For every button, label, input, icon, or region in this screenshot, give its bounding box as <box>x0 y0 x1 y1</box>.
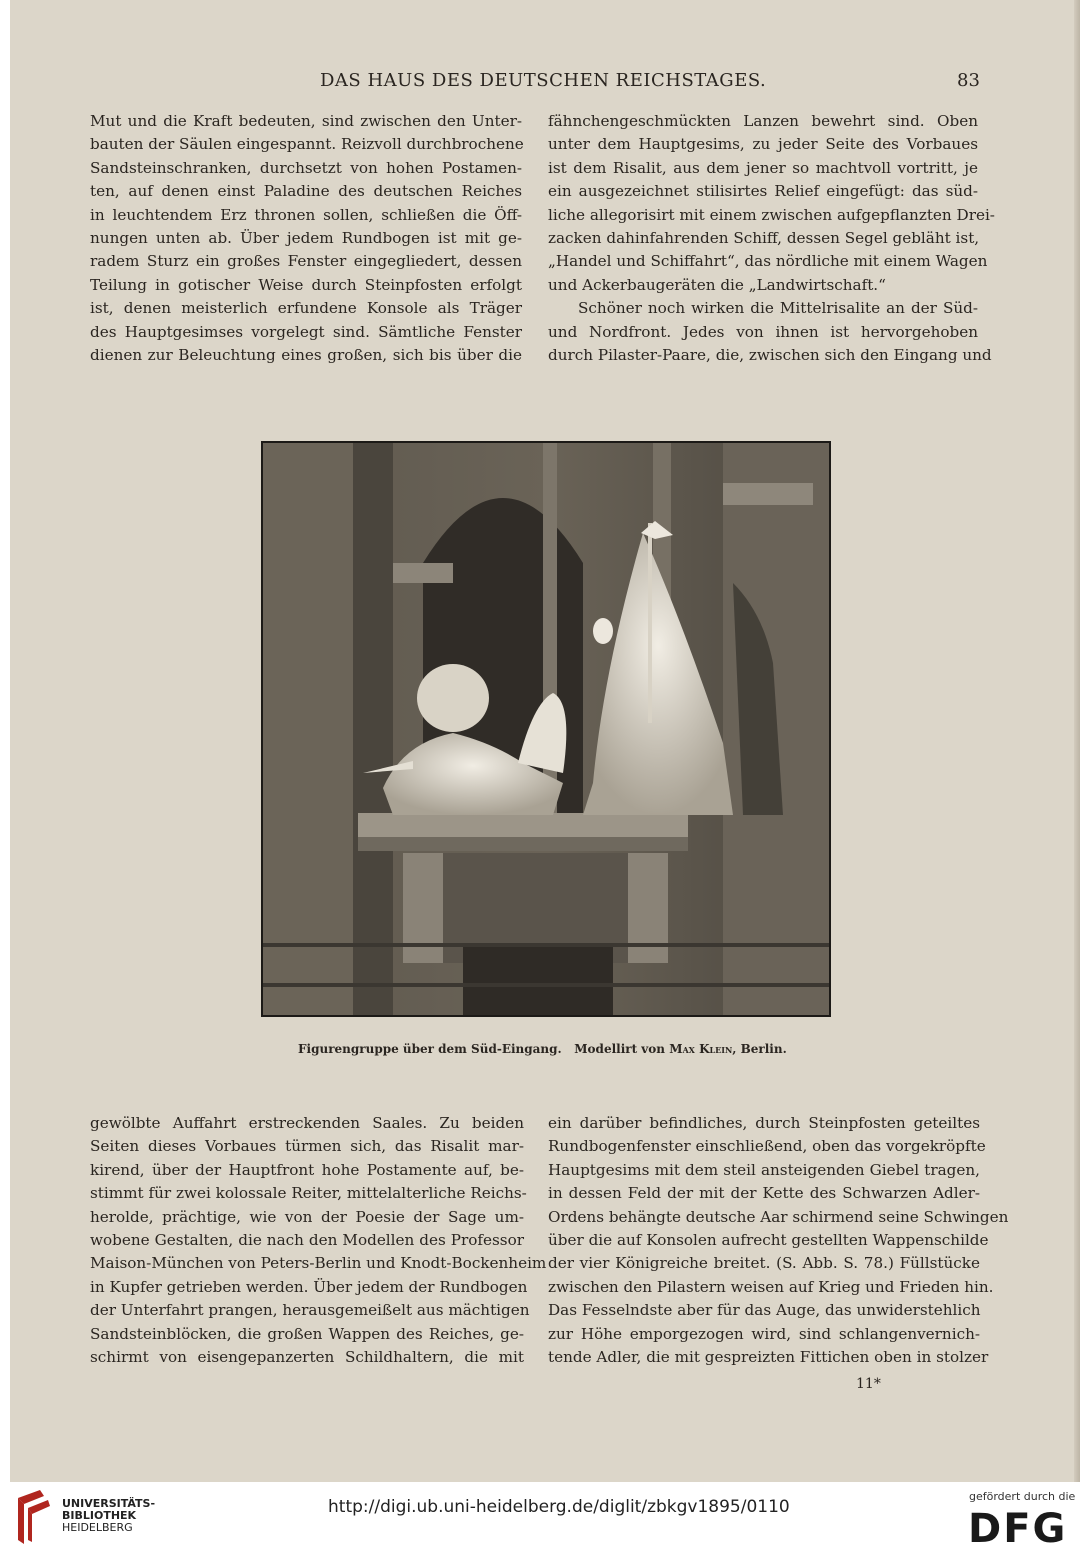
caption-artist: Max Klein <box>669 1042 733 1056</box>
text-line: zacken dahinfahrenden Schiff, dessen Segel gebläht ist, <box>548 229 980 248</box>
text-line: Seiten dieses Vorbaues türmen sich, das Risalit mar- <box>90 1137 524 1156</box>
text-line: Sandsteinblöcken, die großen Wappen des Reiches, ge- <box>90 1324 524 1343</box>
university-library-name <box>62 1498 155 1534</box>
text-line: tende Adler, die mit gespreizten Fittichen oben in stolzer <box>548 1348 989 1367</box>
paragraph <box>548 1112 1009 1369</box>
paragraph <box>90 1112 547 1369</box>
text-line: Maison-München von Peters-Berlin und Knodt-Bockenheim <box>90 1254 547 1273</box>
text-line: ein darüber befindliches, durch Steinpfosten geteiltes <box>548 1114 980 1132</box>
text-line: unter dem Hauptgesims, zu jeder Seite des Vorbaues <box>548 135 978 154</box>
text-line: in leuchtendem Erz thronen sollen, schließen die Öff- <box>90 205 522 224</box>
text-line: zwischen den Pilastern weisen auf Krieg und Frieden hin. <box>548 1277 994 1296</box>
text-line: in Kupfer getrieben werden. Über jedem der Rundbogen <box>90 1277 528 1296</box>
text-line: fähnchengeschmückten Lanzen bewehrt sind. Oben <box>548 112 978 130</box>
text-line: wobene Gestalten, die nach den Modellen des Professor <box>90 1231 524 1250</box>
text-line: dienen zur Beleuchtung eines großen, sich bis über die <box>90 346 522 365</box>
paragraph <box>548 110 995 297</box>
text-line: durch Pilaster-Paare, die, zwischen sich den Eingang und <box>548 346 992 365</box>
university-library-logo-icon <box>14 1488 54 1546</box>
library-name-line2: BIBLIOTHEK <box>62 1509 137 1522</box>
text-line: radem Sturz ein großes Fenster eingegliedert, dessen <box>90 252 522 271</box>
text-line: in dessen Feld der mit der Kette des Schwarzen Adler- <box>548 1184 980 1203</box>
permalink-url[interactable]: http://digi.ub.uni-heidelberg.de/diglit/zbkgv1895/0110 <box>328 1497 790 1517</box>
text-line: ist dem Risalit, aus dem jener so machtvoll vortritt, je <box>548 158 978 177</box>
text-line: der Unterfahrt prangen, herausgemeißelt aus mächtigen <box>90 1301 530 1320</box>
signature-mark: 11* <box>856 1376 881 1392</box>
text-line: stimmt für zwei kolossale Reiter, mittelalterliche Reichs- <box>90 1184 527 1203</box>
text-column-bottom-right <box>548 1112 1009 1369</box>
text-line: Schöner noch wirken die Mittelrisalite an der Süd- <box>578 299 978 318</box>
text-line: ist, denen meisterlich erfundene Konsole als Träger <box>90 299 522 318</box>
text-line: und Nordfront. Jedes von ihnen ist hervorgehoben <box>548 322 978 341</box>
figure-photograph <box>261 441 831 1017</box>
text-column-top-left <box>90 110 522 367</box>
page-number: 83 <box>957 70 980 91</box>
funded-by-label: gefördert durch die <box>969 1490 1076 1503</box>
text-line: Hauptgesims mit dem steil ansteigenden Giebel tragen, <box>548 1160 980 1179</box>
text-line: Das Fesselndste aber für das Auge, das unwiderstehlich <box>548 1301 981 1320</box>
sculpture-group-illustration <box>263 443 829 1015</box>
caption-title: Figurengruppe über dem Süd-Eingang. <box>298 1042 562 1056</box>
text-line: Teilung in gotischer Weise durch Steinpfosten erfolgt <box>90 275 522 294</box>
text-line: nungen unten ab. Über jedem Rundbogen ist mit ge- <box>90 229 522 248</box>
text-line: zur Höhe emporgezogen wird, sind schlangenvernich- <box>548 1324 980 1343</box>
text-line: gewölbte Auffahrt erstreckenden Saales. Zu beiden <box>90 1114 524 1132</box>
text-line: „Handel und Schiffahrt“, das nördliche mit einem Wagen <box>548 252 988 271</box>
text-line: Ordens behängte deutsche Aar schirmend seine Schwingen <box>548 1207 1009 1226</box>
caption-credit-prefix: Modellirt von <box>574 1042 665 1056</box>
text-line: bauten der Säulen eingespannt. Reizvoll durchbrochene <box>90 135 524 154</box>
text-line: Sandsteinschranken, durchsetzt von hohen Postamen- <box>90 158 522 177</box>
text-line: kirend, über der Hauptfront hohe Postamente auf, be- <box>90 1160 524 1179</box>
text-line: Mut und die Kraft bedeuten, sind zwischen den Unter- <box>90 112 522 130</box>
caption-credit-suffix: , Berlin. <box>732 1042 787 1056</box>
text-line: ein ausgezeichnet stilisirtes Relief eingefügt: das süd- <box>548 182 978 201</box>
text-line: über die auf Konsolen aufrecht gestellten Wappenschilde <box>548 1231 989 1250</box>
text-line: Rundbogenfenster einschließend, oben das vorgekröpfte <box>548 1137 986 1156</box>
figure-caption <box>298 1042 787 1056</box>
text-line: schirmt von eisengepanzerten Schildhaltern, die mit <box>90 1348 524 1367</box>
text-line: und Ackerbaugeräten die „Landwirtschaft.“ <box>548 275 886 294</box>
paragraph <box>90 110 522 367</box>
text-column-top-right <box>548 110 995 367</box>
running-head: DAS HAUS DES DEUTSCHEN REICHSTAGES. <box>320 70 767 91</box>
text-line: der vier Königreiche breitet. (S. Abb. S. 78.) Füllstücke <box>548 1254 980 1273</box>
library-name-line3: HEIDELBERG <box>62 1521 133 1534</box>
text-line: liche allegorisirt mit einem zwischen aufgepflanzten Drei- <box>548 205 995 224</box>
viewer-footer <box>0 1482 1089 1557</box>
library-name-line1: UNIVERSITÄTS- <box>62 1497 156 1510</box>
dfg-logo: DFG <box>968 1506 1068 1552</box>
text-column-bottom-left <box>90 1112 547 1369</box>
text-line: ten, auf denen einst Paladine des deutschen Reiches <box>90 182 522 201</box>
text-line: des Hauptgesimses vorgelegt sind. Sämtliche Fenster <box>90 322 522 341</box>
paragraph <box>548 297 992 367</box>
text-line: herolde, prächtige, wie von der Poesie der Sage um- <box>90 1207 524 1226</box>
